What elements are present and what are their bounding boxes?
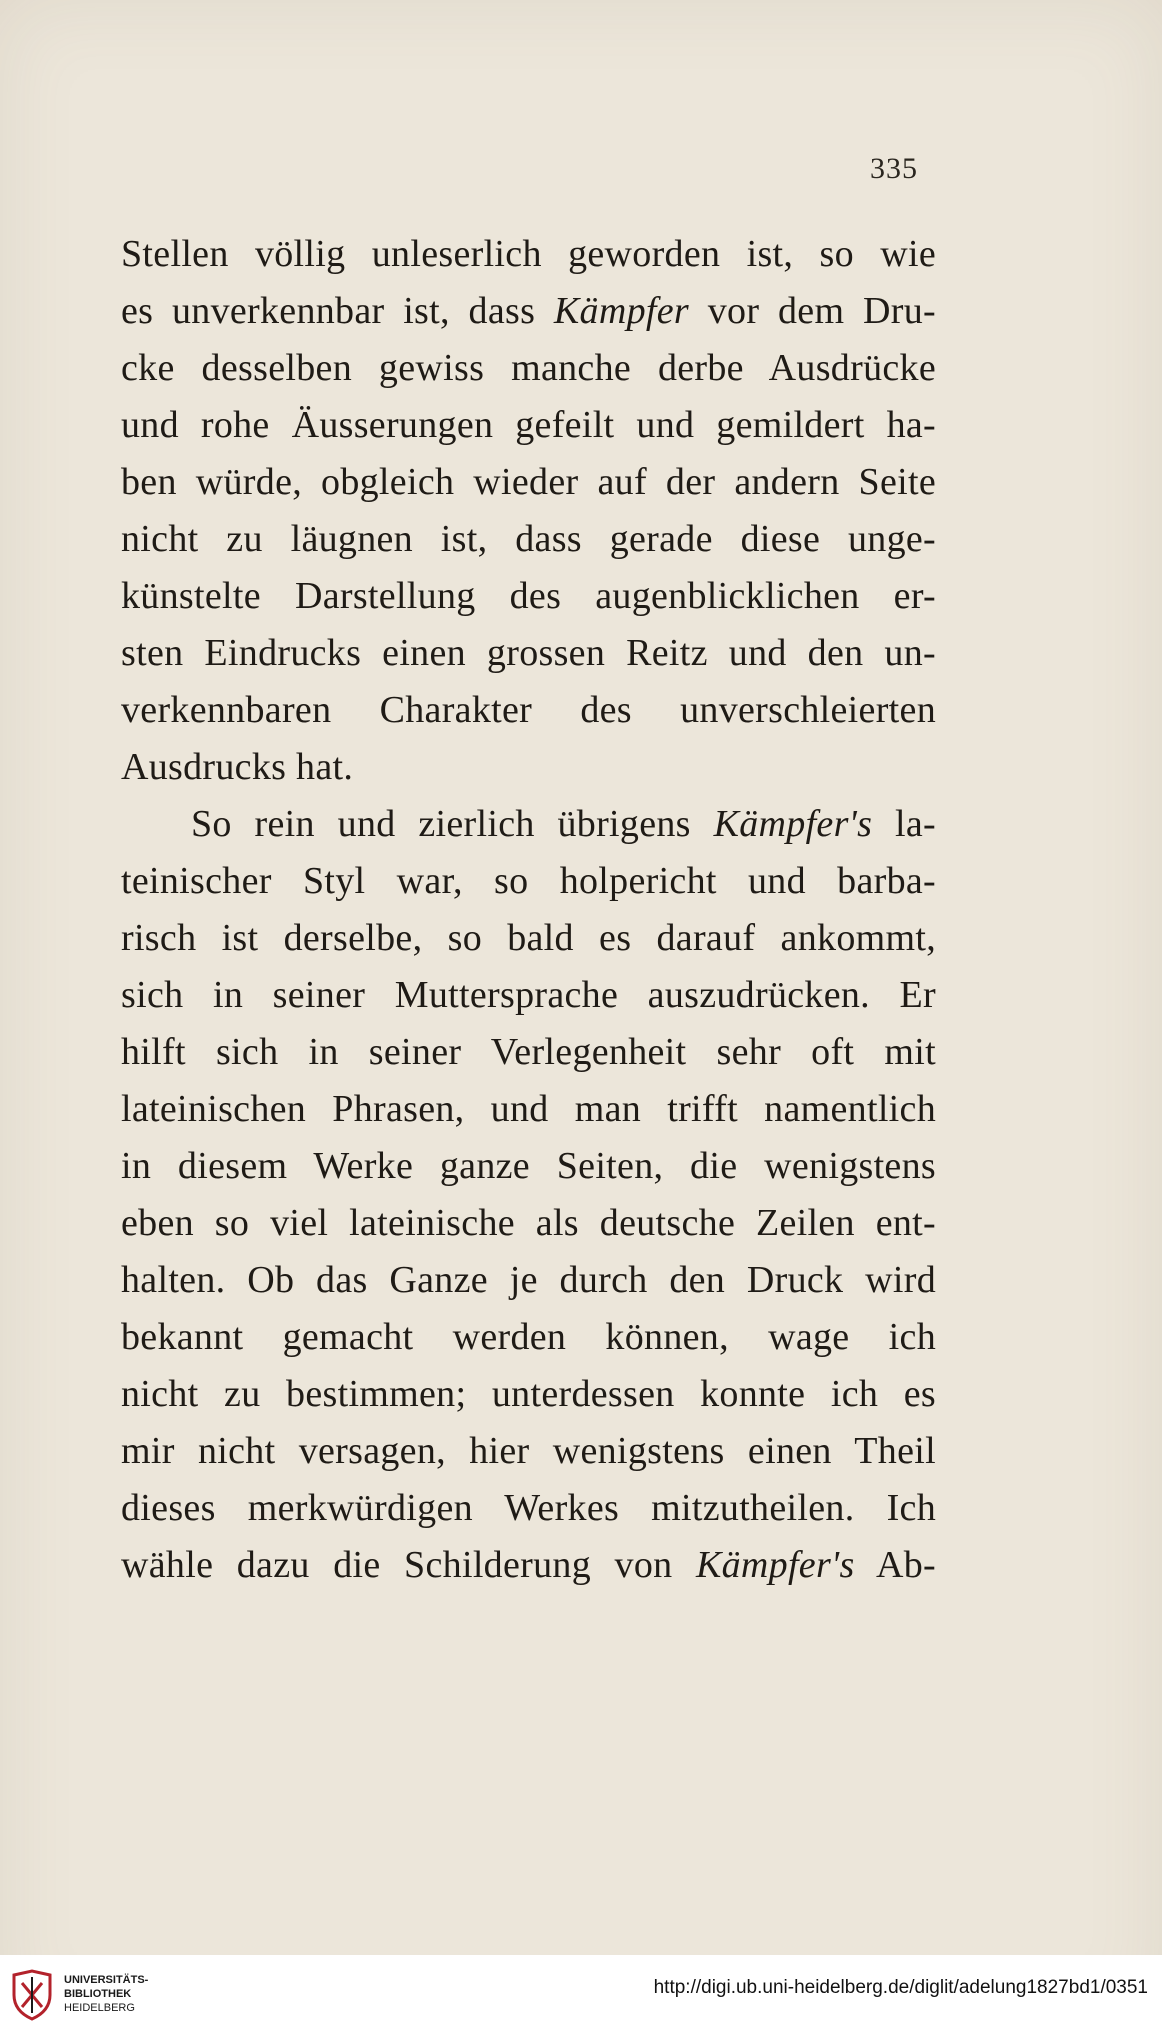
text-line: eben so viel lateinische als deutsche Zeilen ent- bbox=[121, 1202, 936, 1244]
source-url[interactable]: http://digi.ub.uni-heidelberg.de/diglit/adelung1827bd1/0351 bbox=[653, 1977, 1148, 1998]
name-kaempfers: Kämpfer's bbox=[713, 803, 873, 845]
text-line: sten Eindrucks einen grossen Reitz und den un- bbox=[121, 632, 936, 674]
text-line: mir nicht versagen, hier wenigstens einen Theil bbox=[121, 1430, 936, 1472]
text-line: cke desselben gewiss manche derbe Ausdrücke bbox=[121, 347, 936, 389]
digitization-footer bbox=[0, 1955, 1162, 2032]
text-line: nicht zu bestimmen; unterdessen konnte ich es bbox=[121, 1373, 936, 1415]
text-line: Stellen völlig unleserlich geworden ist, so wie bbox=[121, 233, 936, 275]
text-line: risch ist derselbe, so bald es darauf ankommt, bbox=[121, 917, 936, 959]
paragraph-end-line: Ausdrucks hat. bbox=[121, 746, 354, 788]
text-line: und rohe Äusserungen gefeilt und gemildert ha- bbox=[121, 404, 936, 446]
library-name: UNIVERSITÄTS- BIBLIOTHEK HEIDELBERG bbox=[64, 1974, 149, 2014]
text-line: halten. Ob das Ganze je durch den Druck wird bbox=[121, 1259, 936, 1301]
text-line: in diesem Werke ganze Seiten, die wenigstens bbox=[121, 1145, 936, 1187]
text-line: verkennbaren Charakter des unverschleierten bbox=[121, 689, 936, 731]
text-line: sich in seiner Muttersprache auszudrücken. Er bbox=[121, 974, 936, 1016]
text-line: wähle dazu die Schilderung von Kämpfer's Ab- bbox=[121, 1544, 936, 1586]
body-text bbox=[121, 226, 936, 1594]
name-kaempfers: Kämpfer's bbox=[695, 1544, 855, 1586]
text-line: bekannt gemacht werden können, wage ich bbox=[121, 1316, 936, 1358]
text-line: teinischer Styl war, so holpericht und barba- bbox=[121, 860, 936, 902]
paragraph-start-line: So rein und zierlich übrigens Kämpfer's la- bbox=[191, 803, 936, 845]
text-line: es unverkennbar ist, dass Kämpfer vor dem Dru- bbox=[121, 290, 936, 332]
name-kaempfer: Kämpfer bbox=[553, 290, 689, 332]
page-number: 335 bbox=[870, 152, 918, 185]
text-line: dieses merkwürdigen Werkes mitzutheilen. Ich bbox=[121, 1487, 936, 1529]
text-line: hilft sich in seiner Verlegenheit sehr oft mit bbox=[121, 1031, 936, 1073]
text-line: nicht zu läugnen ist, dass gerade diese unge- bbox=[121, 518, 936, 560]
text-line: lateinischen Phrasen, und man trifft namentlich bbox=[121, 1088, 936, 1130]
text-line: ben würde, obgleich wieder auf der andern Seite bbox=[121, 461, 936, 503]
library-logo-icon bbox=[10, 1969, 56, 2021]
library-logo bbox=[10, 1969, 260, 2025]
text-line: künstelte Darstellung des augenblicklichen er- bbox=[121, 575, 936, 617]
